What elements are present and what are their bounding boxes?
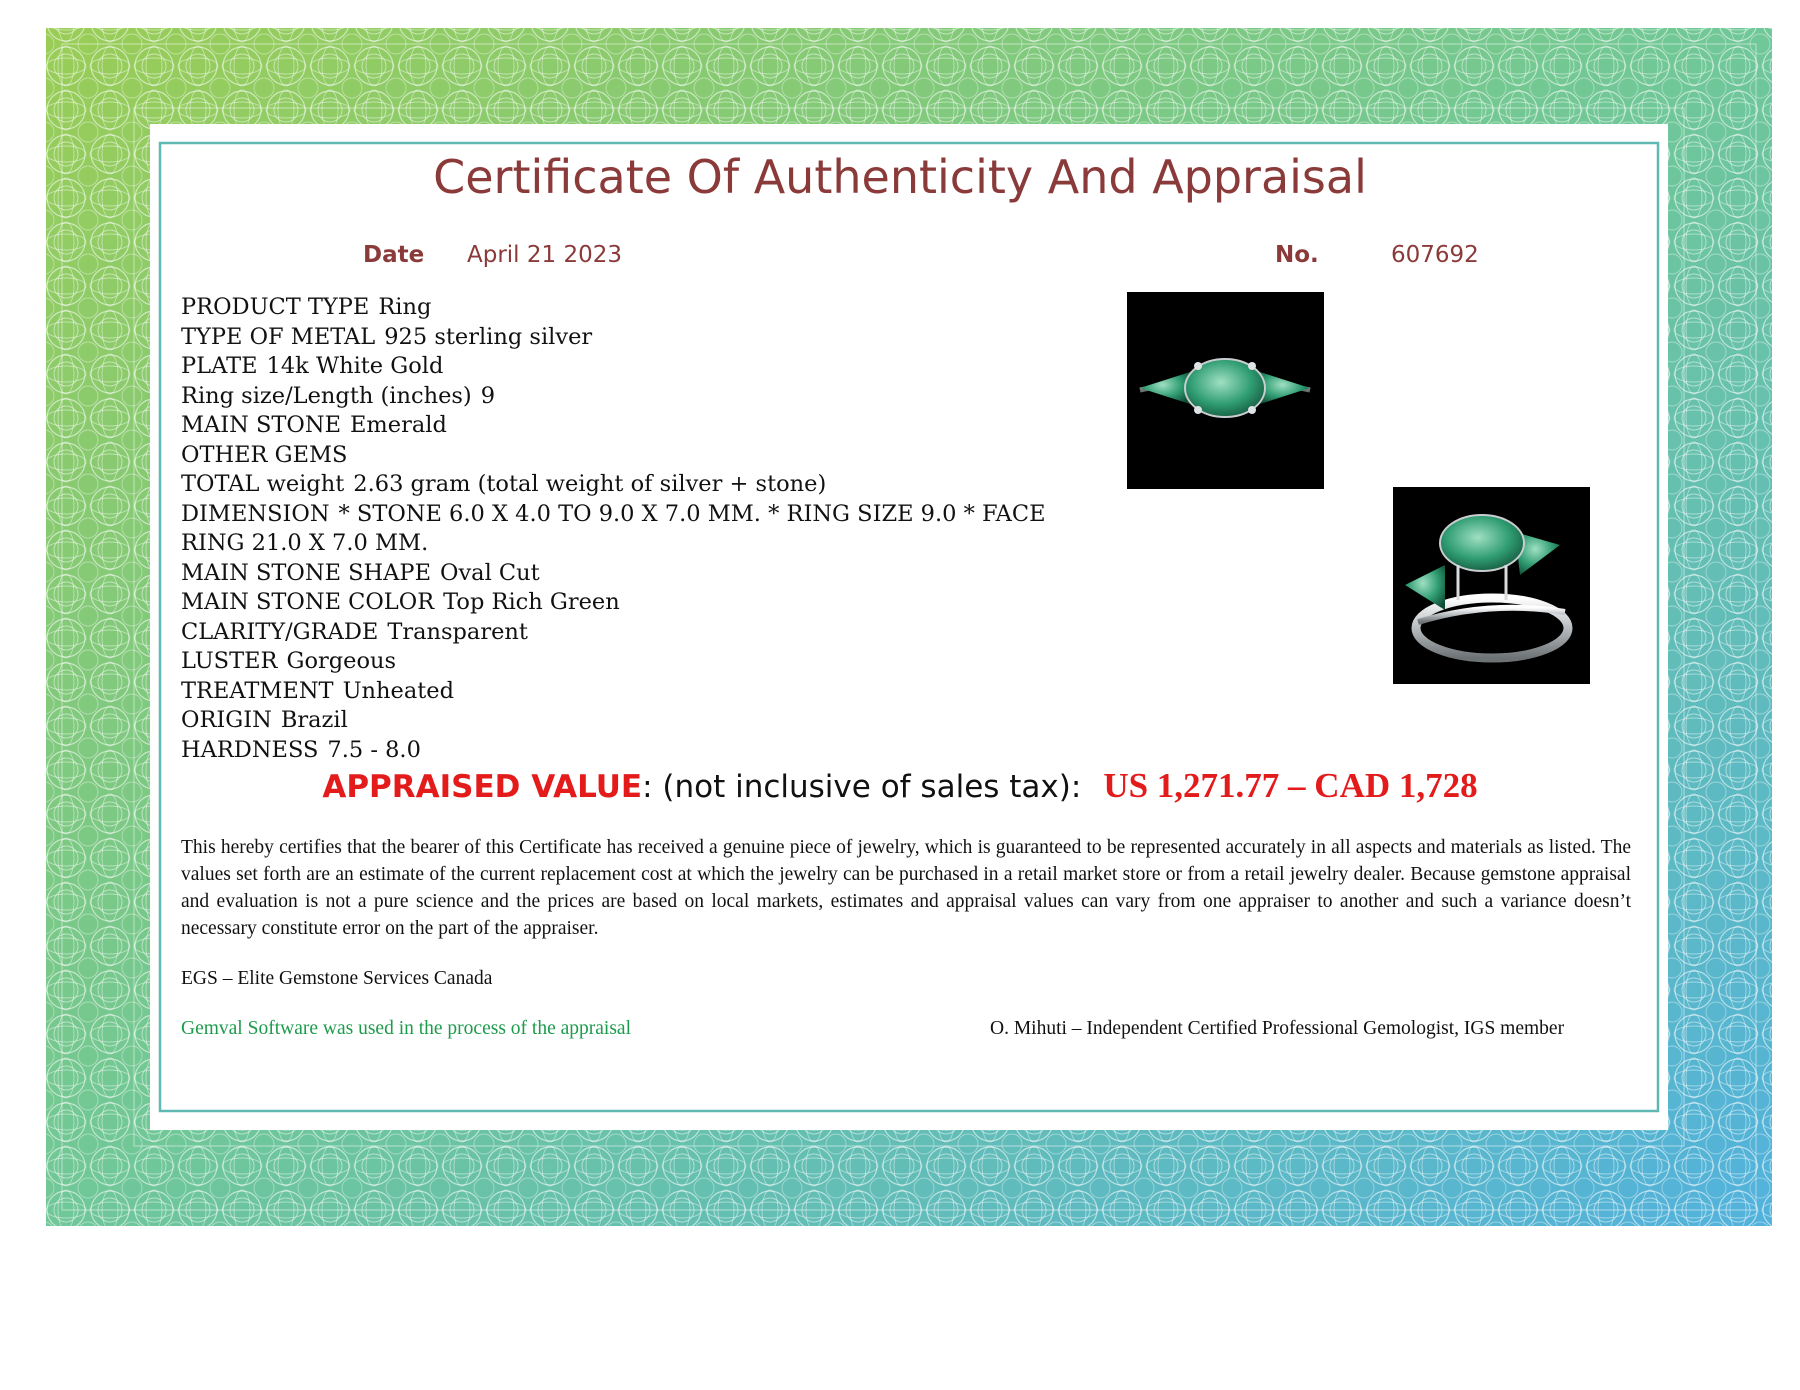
spec-value: 9 — [480, 382, 496, 409]
spec-label: DIMENSION — [181, 500, 330, 527]
spec-value: 2.63 gram (total weight of silver + stone) — [353, 471, 827, 497]
number-label: No. — [1275, 242, 1319, 268]
spec-value: Emerald — [350, 412, 447, 438]
appraised-value-label: APPRAISED VALUE — [322, 769, 643, 805]
spec-row-other-gems — [181, 441, 1101, 471]
software-note: Gemval Software was used in the process of the appraisal — [181, 1018, 631, 1039]
number-value: 607692 — [1391, 242, 1479, 268]
date-value: April 21 2023 — [467, 242, 622, 268]
spec-row-clarity-grade — [181, 618, 1101, 648]
spec-label: CLARITY/GRADE — [181, 618, 379, 645]
spec-value: Brazil — [280, 707, 348, 733]
spec-row-total-weight — [181, 470, 1101, 500]
ring-side-view-photo — [1393, 487, 1590, 684]
spec-label: ORIGIN — [181, 707, 272, 733]
spec-label: TOTAL weight — [181, 471, 345, 497]
spec-value: Oval Cut — [440, 559, 540, 586]
company-name: EGS – Elite Gemstone Services Canada — [181, 968, 493, 989]
certificate-title: Certificate Of Authenticity And Appraisal — [433, 150, 1367, 204]
spec-list — [181, 293, 1101, 765]
spec-label: OTHER GEMS — [181, 441, 348, 468]
spec-value: * STONE 6.0 X 4.0 TO 9.0 X 7.0 MM. * RING SIZE 9.0 * FACE RING 21.0 X 7.0 MM. — [181, 500, 1046, 556]
spec-row-ring-size — [181, 382, 1101, 412]
spec-row-product-type — [181, 293, 1101, 323]
spec-row-dimension — [181, 500, 1101, 559]
spec-value: Gorgeous — [286, 648, 397, 674]
spec-row-origin — [181, 706, 1101, 736]
spec-label: PLATE — [181, 353, 258, 379]
appraised-value-amount: US 1,271.77 – CAD 1,728 — [1103, 766, 1478, 805]
spec-value: Unheated — [342, 677, 454, 704]
spec-row-main-stone — [181, 411, 1101, 441]
spec-row-main-stone-color — [181, 588, 1101, 618]
spec-label: MAIN STONE — [181, 412, 341, 438]
spec-label: Ring size/Length (inches) — [181, 382, 472, 409]
spec-label: TYPE OF METAL — [181, 323, 376, 350]
spec-row-hardness — [181, 736, 1101, 766]
appraised-value-line — [170, 766, 1630, 806]
spec-value: 7.5 - 8.0 — [327, 736, 421, 763]
spec-label: PRODUCT TYPE — [181, 294, 370, 320]
spec-value: 14k White Gold — [266, 353, 444, 379]
ring-top-view-photo — [1127, 292, 1324, 489]
spec-value: Top Rich Green — [443, 589, 620, 615]
spec-row-treatment — [181, 677, 1101, 707]
appraised-value-note: : (not inclusive of sales tax): — [642, 769, 1082, 805]
date-label: Date — [363, 242, 425, 268]
spec-label: MAIN STONE SHAPE — [181, 559, 431, 586]
spec-row-type-of-metal — [181, 323, 1101, 353]
spec-label: HARDNESS — [181, 736, 319, 763]
spec-label: MAIN STONE COLOR — [181, 589, 435, 615]
spec-row-luster — [181, 647, 1101, 677]
spec-row-main-stone-shape — [181, 559, 1101, 589]
spec-value: Ring — [378, 294, 432, 320]
spec-label: LUSTER — [181, 648, 278, 674]
spec-value: Transparent — [387, 618, 528, 645]
certificate-disclaimer: This hereby certifies that the bearer of this Certificate has received a genuine piece of jewelry, which is guaranteed to be represented accurately in all aspects and materials as listed. The values set forth are an estimate of the current replacement cost at which the jewelry can be purchased in a retail market store or from a retail jewelry dealer. Because gemstone appraisal and evaluation is not a pure science and the prices are based on local markets, estimates and appraisal values can vary from one appraiser to another and such a variance doesn’t necessary constitute error on the part of the appraiser. — [181, 837, 1631, 939]
spec-row-plate — [181, 352, 1101, 382]
gemologist-signature-line: O. Mihuti – Independent Certified Professional Gemologist, IGS member — [990, 1018, 1565, 1039]
spec-label: TREATMENT — [181, 677, 334, 704]
spec-value: 925 sterling silver — [384, 323, 593, 350]
